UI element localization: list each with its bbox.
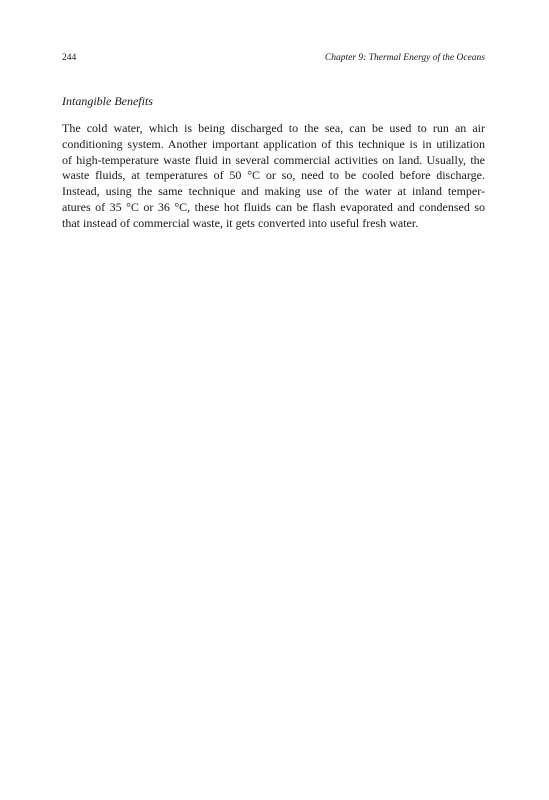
paragraph-line: conditioning system. Another important application of this technique is in utilization bbox=[62, 136, 485, 151]
page-number: 244 bbox=[62, 53, 77, 63]
paragraph-line: The cold water, which is being discharged to the sea, can be used to run an air bbox=[62, 121, 485, 135]
paragraph-line: atures of 35 °C or 36 °C, these hot fluids can be flash evaporated and condensed so bbox=[62, 199, 485, 214]
section-heading: Intangible Benefits bbox=[62, 94, 153, 108]
document-page bbox=[62, 0, 485, 800]
paragraph-line: Instead, using the same technique and making use of the water at inland temper- bbox=[62, 184, 485, 199]
paragraph-line: of high-temperature waste fluid in several commercial activities on land. Usually, the bbox=[62, 152, 485, 167]
chapter-title: Chapter 9: Thermal Energy of the Oceans bbox=[324, 53, 485, 63]
paragraph-line: waste fluids, at temperatures of 50 °C or so, need to be cooled before discharge. bbox=[62, 168, 485, 183]
body-paragraph bbox=[62, 121, 485, 232]
paragraph-line: that instead of commercial waste, it gets converted into useful fresh water. bbox=[62, 215, 419, 230]
running-header bbox=[62, 51, 485, 65]
